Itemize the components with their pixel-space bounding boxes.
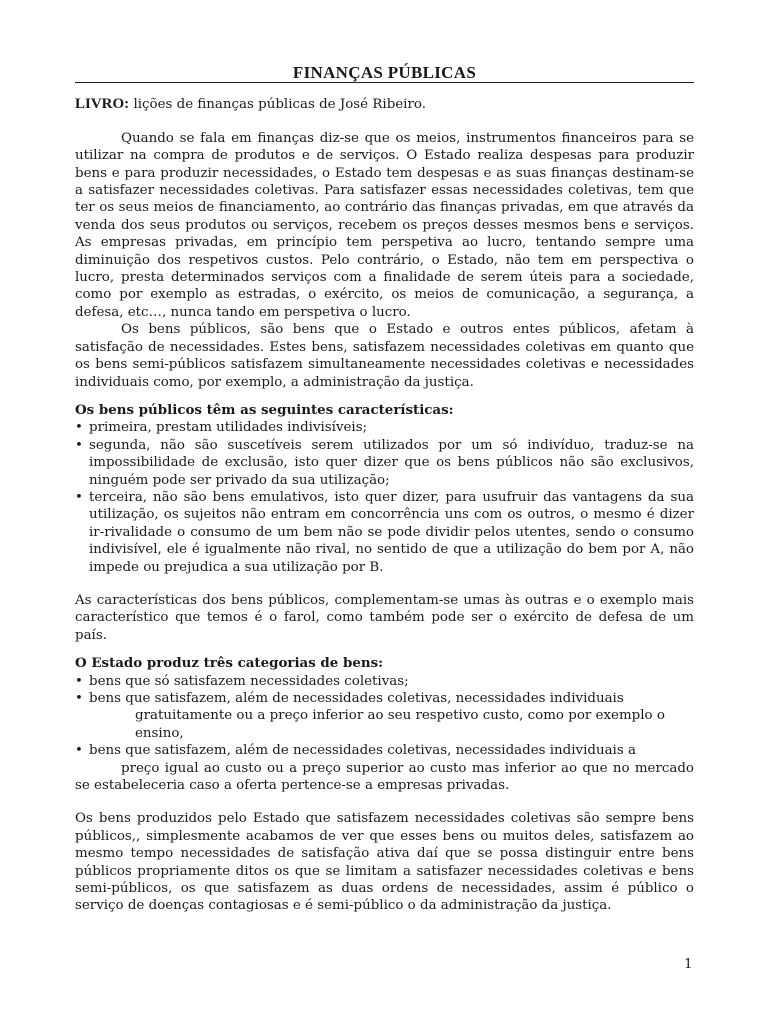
paragraph-goods-produced: Os bens produzidos pelo Estado que satisfazem necessidades coletivas são sempre bens públicos,, simplesmente acabamos de ver que esses bens ou muitos deles, satisfazem ao mesmo tempo necessidades de satisfação ativa daí que se possa distinguir entre bens públicos propriamente ditos os que se limitam a satisfazer necessidades coletivas e bens semi-públicos, os que satisfazem as duas ordens de necessidades, assim é público o serviço de doenças contagiosas e é semi-público o da administração da justiça. [75,811,694,914]
categories-heading: O Estado produz três categorias de bens: [75,655,384,672]
page-title: FINANÇAS PÚBLICAS [75,64,694,83]
category-three-line-one: bens que satisfazem, além de necessidades coletivas, necessidades individuais a [89,743,636,759]
category-three-line-two: preço igual ao custo ou a preço superior ao custo mas inferior ao que no mercado se estabeleceria caso a oferta pertence-se a empresas privadas. [75,760,694,794]
book-reference [75,96,694,113]
list-item: • terceira, não são bens emulativos, isto quer dizer, para usufruir das vantagens da sua utilização, os sujeitos não entram em concorrência uns com os outros, o mesmo é dizer ir-rivalidade o consumo de um bem não se pode dividir pelos utentes, sendo o consumo indivisível, ele é igualmente não rival, no sentido de que a utilização do bem por A, não impede ou prejudica a sua utilização por B. [75,489,694,576]
list-item: • primeira, prestam utilidades indivisíveis; [75,419,694,436]
paragraph-finance-intro: Quando se fala em finanças diz-se que os meios, instrumentos financeiros para se utilizar na compra de produtos e de serviços. O Estado realiza despesas para produzir bens e para produzir necessidades, o Estado tem despesas e as suas finanças destinam-se a satisfazer necessidades coletivas. Para satisfazer essas necessidades coletivas, tem que ter os seus meios de financiamento, ao contrário das finanças privadas, em que através da venda dos seus produtos ou serviços, recebem os preços desses mesmos bens e serviços. As empresas privadas, em princípio tem perspetiva ao lucro, tentando sempre uma diminuição dos respetivos custos. Pelo contrário, o Estado, não tem em perspectiva o lucro, presta determinados serviços com a finalidade de serem úteis para a sociedade, como por exemplo as estradas, o exército, os meios de comunicação, a segurança, a defesa, etc…, nunca tando em perspetiva o lucro. [75,130,694,320]
category-two-line-two: gratuitamente ou a preço inferior ao seu respetivo custo, como por exemplo o ensino, [135,708,665,741]
book-label: LIVRO: [75,96,130,113]
list-item [75,690,694,742]
characteristics-list [75,419,694,576]
characteristics-heading: Os bens públicos têm as seguintes características: [75,401,454,418]
paragraph-public-goods: Os bens públicos, são bens que o Estado e outros entes públicos, afetam à satisfação de necessidades. Estes bens, satisfazem necessidades coletivas em quanto que os bens semi-públicos satisfazem simultaneamente necessidades coletivas e necessidades individuais como, por exemplo, a administração da justiça. [75,322,694,390]
book-text: lições de finanças públicas de José Ribeiro. [133,97,426,113]
paragraph-characteristics-summary: As características dos bens públicos, complementam-se umas às outras e o exemplo mais característico que temos é o farol, como também pode ser o exército de defesa de um país. [75,592,694,643]
categories-list [75,673,694,795]
category-two-line-one: bens que satisfazem, além de necessidades coletivas, necessidades individuais [89,691,624,706]
document-page [75,64,694,915]
page-number: 1 [684,957,693,972]
list-item [75,742,694,794]
category-one-text: bens que só satisfazem necessidades coletivas; [89,673,409,689]
list-item [75,673,694,690]
list-item: • segunda, não são suscetíveis serem utilizados por um só indivíduo, traduz-se na impossibilidade de exclusão, isto quer dizer que os bens públicos não são exclusivos, ninguém pode ser privado da sua utilização; [75,437,694,489]
